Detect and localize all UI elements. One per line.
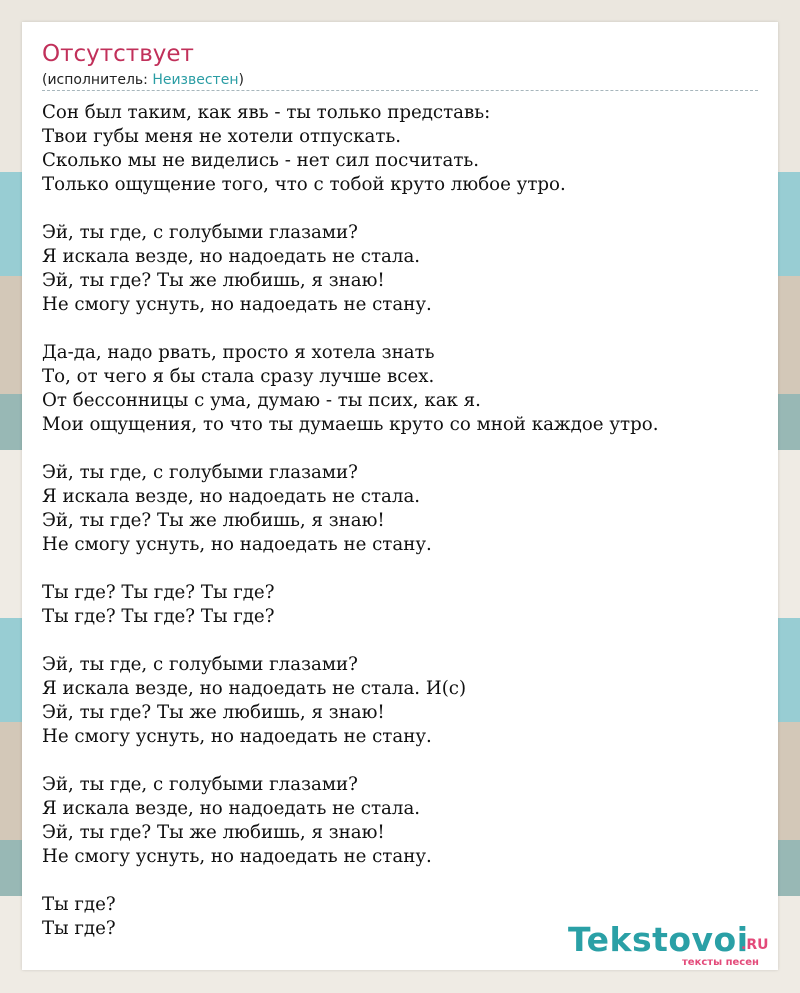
lyric-line: Эй, ты где, с голубыми глазами? bbox=[42, 654, 358, 675]
lyric-line: Сон был таким, как явь - ты только представь: bbox=[42, 102, 491, 123]
logo-tld: .RU bbox=[741, 937, 769, 953]
lyric-line: Только ощущение того, что с тобой круто любое утро. bbox=[42, 174, 566, 195]
lyric-line: То, от чего я бы стала сразу лучше всех. bbox=[42, 366, 435, 387]
lyric-line: Я искала везде, но надоедать не стала. bbox=[42, 486, 421, 507]
lyrics-stanza bbox=[42, 221, 762, 317]
song-title: Отсутствует bbox=[42, 41, 194, 67]
lyric-line: Я искала везде, но надоедать не стала. bbox=[42, 798, 421, 819]
lyric-line: Эй, ты где? Ты же любишь, я знаю! bbox=[42, 822, 385, 843]
lyric-line: От бессонницы с ума, думаю - ты псих, как я. bbox=[42, 390, 481, 411]
lyric-line: Эй, ты где, с голубыми глазами? bbox=[42, 222, 358, 243]
lyric-line: Ты где? bbox=[42, 918, 116, 939]
lyrics-text bbox=[42, 101, 762, 965]
lyric-line: Эй, ты где? Ты же любишь, я знаю! bbox=[42, 702, 385, 723]
lyric-line: Твои губы меня не хотели отпускать. bbox=[42, 126, 402, 147]
lyric-line: Ты где? bbox=[42, 894, 116, 915]
lyrics-stanza bbox=[42, 461, 762, 557]
lyric-line: Мои ощущения, то что ты думаешь круто со мной каждое утро. bbox=[42, 414, 659, 435]
lyric-line: Я искала везде, но надоедать не стала. bbox=[42, 246, 421, 267]
lyric-line: Сколько мы не виделись - нет сил посчитать. bbox=[42, 150, 480, 171]
artist-line bbox=[42, 72, 244, 88]
lyric-line: Эй, ты где, с голубыми глазами? bbox=[42, 462, 358, 483]
lyric-line: Не смогу уснуть, но надоедать не стану. bbox=[42, 846, 432, 867]
artist-prefix: (исполнитель: bbox=[42, 72, 153, 88]
artist-link[interactable]: Неизвестен bbox=[152, 72, 239, 88]
lyrics-stanza bbox=[42, 653, 762, 749]
artist-suffix: ) bbox=[238, 72, 244, 88]
lyric-line: Эй, ты где? Ты же любишь, я знаю! bbox=[42, 510, 385, 531]
lyric-line: Не смогу уснуть, но надоедать не стану. bbox=[42, 294, 432, 315]
logo-name: Tekstovoi bbox=[568, 920, 749, 959]
lyrics-stanza bbox=[42, 341, 762, 437]
lyric-line: Не смогу уснуть, но надоедать не стану. bbox=[42, 726, 432, 747]
lyric-line: Ты где? Ты где? Ты где? bbox=[42, 606, 275, 627]
lyric-line: Эй, ты где, с голубыми глазами? bbox=[42, 774, 358, 795]
lyric-line: Эй, ты где? Ты же любишь, я знаю! bbox=[42, 270, 385, 291]
logo-tagline: тексты песен bbox=[682, 957, 759, 968]
lyric-line: Ты где? Ты где? Ты где? bbox=[42, 582, 275, 603]
lyrics-stanza bbox=[42, 773, 762, 869]
site-logo[interactable] bbox=[568, 920, 778, 970]
header-divider bbox=[42, 90, 758, 91]
lyric-line: Да-да, надо рвать, просто я хотела знать bbox=[42, 342, 435, 363]
lyric-line: Не смогу уснуть, но надоедать не стану. bbox=[42, 534, 432, 555]
lyric-line: Я искала везде, но надоедать не стала. И(с) bbox=[42, 678, 467, 699]
lyrics-stanza bbox=[42, 101, 762, 197]
lyrics-stanza bbox=[42, 581, 762, 629]
lyrics-card bbox=[22, 22, 778, 970]
